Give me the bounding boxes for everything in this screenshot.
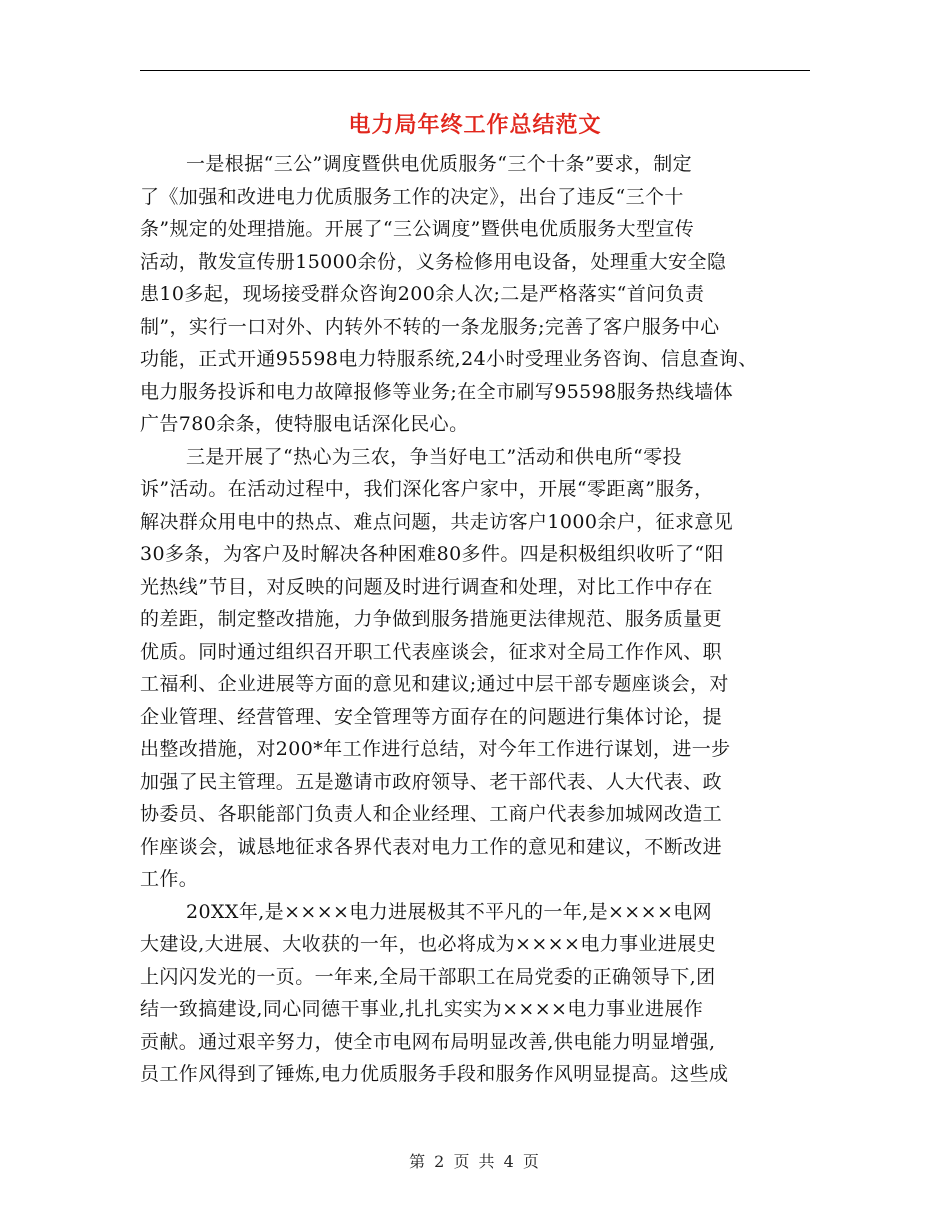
text-line: 贡献。通过艰辛努力，使全市电网布局明显改善,供电能力明显增强, [140,1030,716,1053]
text-line: 条”规定的处理措施。开展了“三公调度”暨供电优质服务大型宣传 [140,218,695,240]
text-line: 光热线”节目，对反映的问题及时进行调查和处理，对比工作中存在 [140,575,713,598]
text-line: 优质。同时通过组织召开职工代表座谈会，征求对全局工作作风、职 [140,640,723,663]
text-line: 工福利、企业进展等方面的意见和建议;通过中层干部专题座谈会，对 [140,673,729,695]
text-line: 企业管理、经营管理、安全管理等方面存在的问题进行集体讨论，提 [140,705,723,728]
text-line: 出整改措施，对200*年工作进行总结，对今年工作进行谋划，进一步 [140,738,731,760]
page-number-footer: 第 2 页 共 4 页 [409,1152,541,1171]
text-line: 诉”活动。在活动过程中，我们深化客户家中，开展“零距离”服务， [140,478,714,500]
text-line: 20XX年,是××××电力进展极其不平凡的一年,是××××电网 [186,900,713,923]
text-line: 作座谈会，诚恳地征求各界代表对电力工作的意见和建议，不断改进 [140,835,723,858]
paragraph-2 [140,441,810,896]
text-line: 大建设,大进展、大收获的一年，也必将成为××××电力事业进展史 [140,933,717,955]
text-line: 三是开展了“热心为三农，争当好电工”活动和供电所“零投 [186,445,682,468]
text-line: 活动，散发宣传册15000余份，义务检修用电设备，处理重大安全隐 [140,250,727,273]
text-line: 工作。 [140,868,199,890]
text-line: 协委员、各职能部门负责人和企业经理、工商户代表参加城网改造工 [140,803,723,825]
text-line: 上闪闪发光的一页。一年来,全局干部职工在局党委的正确领导下,团 [140,965,716,988]
paragraph-3 [140,896,810,1091]
text-line: 的差距，制定整改措施，力争做到服务措施更法律规范、服务质量更 [140,608,723,630]
text-line: 员工作风得到了锤炼,电力优质服务手段和服务作风明显提高。这些成 [140,1063,729,1085]
text-line: 制”，实行一口对外、内转外不转的一条龙服务;完善了客户服务中心 [140,315,720,338]
header-rule [140,70,810,71]
text-line: 了《加强和改进电力优质服务工作的决定》，出台了违反“三个十 [140,185,684,208]
document-body [140,148,810,1091]
text-line: 解决群众用电中的热点、难点问题，共走访客户1000余户，征求意见 [140,510,734,533]
text-line: 加强了民主管理。五是邀请市政府领导、老干部代表、人大代表、政 [140,770,723,793]
paragraph-1 [140,148,810,441]
text-line: 电力服务投诉和电力故障报修等业务;在全市刷写95598服务热线墙体 [140,380,734,403]
text-line: 30多条，为客户及时解决各种困难80多件。四是积极组织收听了“阳 [140,543,724,565]
document-title: 电力局年终工作总结范文 [348,113,602,138]
text-line: 广告780余条，使特服电话深化民心。 [140,413,469,435]
text-line: 患10多起，现场接受群众咨询200余人次;二是严格落实“首问负责 [140,283,705,305]
text-line: 功能，正式开通95598电力特服系统,24小时受理业务咨询、信息查询、 [140,348,758,370]
text-line: 结一致搞建设,同心同德干事业,扎扎实实为××××电力事业进展作 [140,998,704,1020]
text-line: 一是根据“三公”调度暨供电优质服务“三个十条”要求，制定 [186,153,693,175]
